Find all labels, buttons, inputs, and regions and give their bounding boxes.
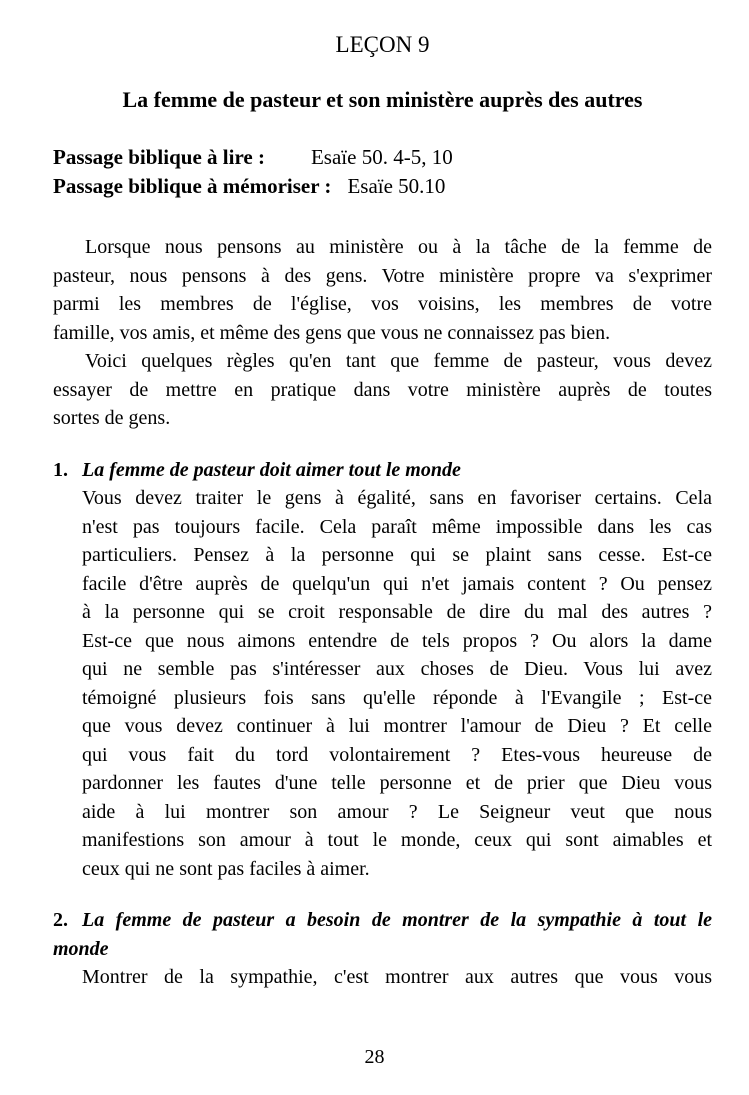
text-line: facile d'être auprès de quelqu'un qui n'et jamais content ? Ou pensez — [82, 572, 712, 595]
text-line: Montrer de la sympathie, c'est montrer aux autres que vous vous — [82, 966, 712, 988]
numbered-section-1 — [53, 456, 712, 884]
section-body — [53, 484, 712, 883]
text-line: parmi les membres de l'église, vos voisins, les membres de votre — [53, 293, 712, 315]
text-line: pardonner les fautes d'une telle personne et de prier que Dieu vous — [82, 772, 712, 794]
passage-to-read-label: Passage biblique à lire : — [53, 145, 265, 169]
paragraph — [53, 233, 712, 347]
text-line: témoigné plusieurs fois sans qu'elle réponde à l'Evangile ; Est-ce — [82, 686, 712, 709]
lesson-heading: LEÇON 9 — [335, 32, 430, 57]
bible-passages — [53, 143, 712, 200]
section-heading-line: monde — [53, 937, 109, 960]
paragraph — [53, 347, 712, 433]
section-body — [53, 963, 712, 992]
text-line: ceux qui ne sont pas faciles à aimer. — [82, 857, 370, 880]
text-line: famille, vos amis, et même des gens que vous ne connaissez pas bien. — [53, 321, 611, 344]
page-content — [53, 30, 712, 992]
text-line: que vous devez continuer à lui montrer l'amour de Dieu ? Et celle — [82, 715, 712, 737]
section-number: 1. — [53, 458, 68, 481]
section-heading — [53, 456, 712, 485]
text-line: particuliers. Pensez à la personne qui se plaint sans cesse. Est-ce — [82, 544, 712, 566]
text-line: aide à lui montrer son amour ? Le Seigneur veut que nous — [82, 800, 712, 823]
document-body — [53, 233, 712, 992]
text-line: n'est pas toujours facile. Cela paraît même impossible dans les cas — [82, 515, 712, 538]
section-heading-line: La femme de pasteur doit aimer tout le monde — [82, 458, 461, 481]
text-line: Est-ce que nous aimons entendre de tels propos ? Ou alors la dame — [82, 629, 712, 652]
text-line: qui ne semble pas s'intéresser aux choses de Dieu. Vous lui avez — [82, 658, 712, 680]
text-line: essayer de mettre en pratique dans votre ministère auprès de toutes — [53, 378, 712, 401]
section-number: 2. — [53, 909, 68, 931]
text-line: Vous devez traiter le gens à égalité, sans en favoriser certains. Cela — [82, 487, 712, 509]
text-line: sortes de gens. — [53, 407, 171, 429]
numbered-section-2 — [53, 906, 712, 992]
page-number: 28 — [364, 1046, 385, 1068]
section-heading — [53, 906, 712, 963]
text-line: à la personne qui se croit responsable de dire du mal des autres ? — [82, 601, 712, 623]
text-line: pasteur, nous pensons à des gens. Votre ministère propre va s'exprimer — [53, 264, 712, 287]
passage-to-read-row — [53, 143, 712, 172]
text-line: Voici quelques règles qu'en tant que femme de pasteur, vous devez — [85, 350, 712, 372]
passage-to-memorize-row — [53, 172, 712, 201]
text-line: Lorsque nous pensons au ministère ou à la tâche de la femme de — [85, 236, 712, 258]
section-heading-line: La femme de pasteur a besoin de montrer de la sympathie à tout le — [82, 909, 712, 931]
passage-to-memorize-label: Passage biblique à mémoriser : — [53, 173, 332, 198]
passage-to-read-value: Esaïe 50. 4-5, 10 — [310, 145, 453, 169]
passage-to-memorize-value: Esaïe 50.10 — [347, 173, 446, 198]
text-line: manifestions son amour à tout le monde, ceux qui sont aimables et — [82, 829, 712, 851]
document-title: La femme de pasteur et son ministère auprès des autres — [122, 87, 643, 112]
text-line: qui vous fait du tord volontairement ? Etes-vous heureuse de — [82, 743, 712, 766]
